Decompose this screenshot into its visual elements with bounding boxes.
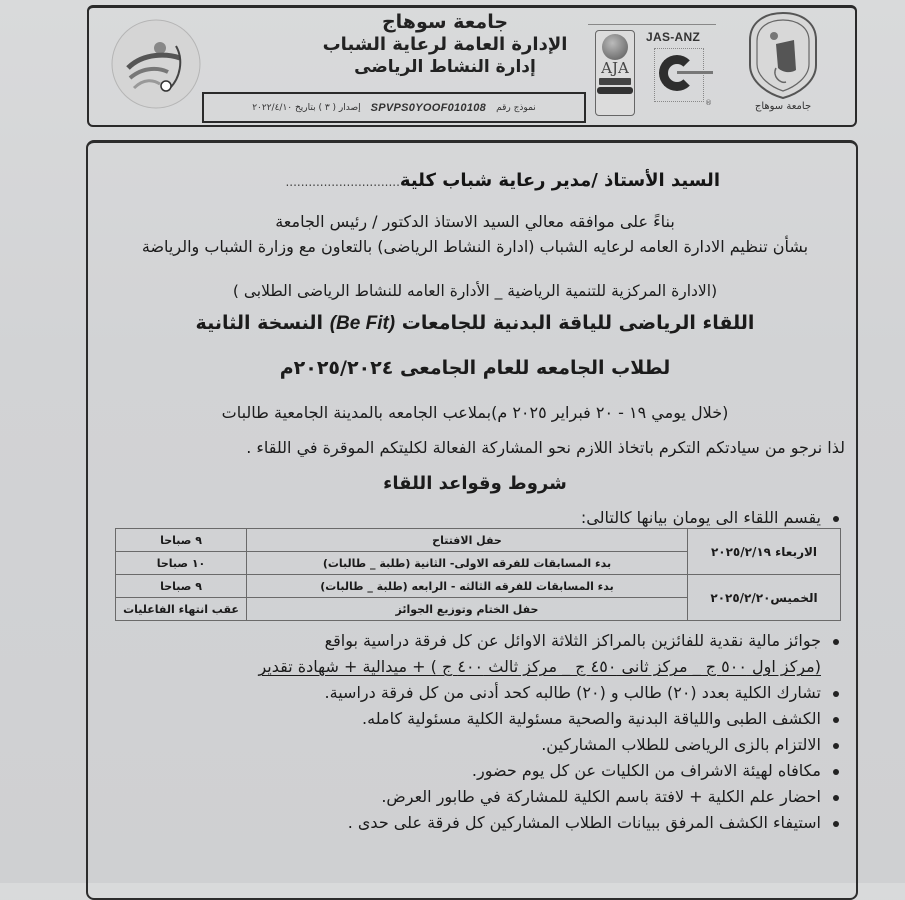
day-cell: الاربعاء ٢٠٢٥/٢/١٩ <box>688 529 841 575</box>
registered-mark: ® <box>705 99 712 107</box>
intro-line-3: (الادارة المركزية للتنمية الرياضية _ الأدارة العامه للنشاط الرياضى الطلابى ) <box>232 282 718 300</box>
rules-heading: شروط وقواعد اللقاء <box>383 473 567 494</box>
university-crest-icon <box>746 10 820 100</box>
header-titles <box>300 10 590 78</box>
aja-registrars-bar <box>599 78 631 85</box>
rule-text: الالتزام بالزى الرياضى للطلاب المشاركين. <box>541 735 821 754</box>
list-item <box>258 706 843 732</box>
day-cell: الخميس٢٠٢٥/٢/٢٠ <box>688 575 841 621</box>
list-item <box>258 732 843 758</box>
time-cell: ٩ صباحا <box>116 575 247 598</box>
bullet-icon <box>833 743 839 749</box>
prize-details: (مركز اول ٥٠٠ ج _ مركز ثانى ٤٥٠ ج _ مركز ثالث ٤٠٠ ج ) + ميدالية + شهادة تقدير <box>258 657 821 676</box>
globe-icon <box>602 34 628 60</box>
event-cell: حفل الافتتاح <box>247 529 688 552</box>
jas-anz-bar <box>677 71 713 74</box>
rule-text: تشارك الكلية بعدد (٢٠) طالب و (٢٠) طالبه كحد أدنى من كل فرقة دراسية. <box>324 683 821 702</box>
intro-line-2: بشأن تنظيم الادارة العامه لرعايه الشباب (ادارة النشاط الرياضى) بالتعاون مع وزارة الشباب والرياضة <box>141 237 809 256</box>
rule-text: الكشف الطبى واللياقة البدنية والصحية مسئولية الكلية مسئولية كامله. <box>362 709 821 728</box>
sports-activity-logo-icon <box>110 12 202 117</box>
emblem-caption: جامعة سوهاج <box>754 101 812 112</box>
cert-divider <box>588 24 716 25</box>
list-item <box>258 758 843 784</box>
event-cell: حفل الختام وتوزيع الجوائز <box>247 598 688 621</box>
list-item <box>258 680 843 706</box>
rules-list <box>258 628 843 836</box>
aja-label: AJA <box>601 59 629 77</box>
list-item <box>258 628 843 680</box>
salutation-dots: .............................. <box>285 175 400 189</box>
event-title-line-1 <box>95 312 855 335</box>
bullet-icon <box>833 769 839 775</box>
jas-anz-label: JAS-ANZ <box>646 30 701 44</box>
list-item <box>258 784 843 810</box>
form-number-label: نموذج رقم <box>496 102 536 113</box>
list-item <box>258 810 843 836</box>
event-title-line-2: لطلاب الجامعه للعام الجامعى ٢٠٢٥/٢٠٢٤م <box>279 357 671 379</box>
schedule-intro: يقسم اللقاء الى يومان بيانها كالتالى: <box>580 508 821 527</box>
bullet-icon <box>833 516 839 522</box>
event-cell: بدء المسابقات للفرقه الاولى- الثانية (طلبة _ طالبات) <box>247 552 688 575</box>
bullet-icon <box>833 639 839 645</box>
aja-certification-logo <box>595 30 635 116</box>
schedule-table <box>115 528 841 621</box>
event-title-part-b: النسخة الثانية <box>195 312 324 334</box>
participation-request: لذا نرجو من سيادتكم التكرم باتخاذ اللازم نحو المشاركة الفعالة لكليتكم الموقرة في اللقاء . <box>246 438 845 457</box>
bullet-icon <box>833 691 839 697</box>
event-title-part-a: اللقاء الرياضى للياقة البدنية للجامعات <box>401 312 755 334</box>
salutation-text: السيد الأستاذ /مدير رعاية شباب كلية <box>399 170 720 191</box>
aja-iso-bar <box>597 87 633 94</box>
salutation <box>260 170 720 191</box>
form-info-box <box>202 92 586 123</box>
time-cell: عقب انتهاء الفاعليات <box>116 598 247 621</box>
time-cell: ١٠ صباحا <box>116 552 247 575</box>
intro-line-1: بناءً على موافقه معالي السيد الاستاذ الدكتور / رئيس الجامعة <box>275 212 675 231</box>
bullet-icon <box>833 821 839 827</box>
department-name: إدارة النشاط الرياضى <box>354 57 536 77</box>
time-cell: ٩ صباحا <box>116 529 247 552</box>
sohag-university-emblem <box>742 10 824 118</box>
table-row <box>116 529 841 552</box>
form-code: SPVPS0YOOF010108 <box>370 101 487 114</box>
event-period: (خلال يومي ١٩ - ٢٠ فبراير ٢٠٢٥ م)بملاعب الجامعه بالمدينة الجامعية طالبات <box>221 403 729 422</box>
youth-welfare-logo <box>110 12 202 117</box>
university-name: جامعة سوهاج <box>381 11 509 33</box>
general-administration-name: الإدارة العامة لرعاية الشباب <box>322 34 568 55</box>
form-issue-date: إصدار ( ٣ ) بتاريخ ٢٠٢٢/٤/١٠ <box>252 102 361 113</box>
rule-text: مكافاه لهيئة الاشراف من الكليات عن كل يوم حضور. <box>471 761 821 780</box>
rule-text: استيفاء الكشف المرفق ببيانات الطلاب المشاركين كل فرقة على حدى . <box>347 813 821 832</box>
rule-text: جوائز مالية نقدية للفائزين بالمراكز الثلاثة الاوائل عن كل فرقة دراسية بواقع <box>324 631 821 650</box>
event-title-english: (Be Fit) <box>329 313 396 334</box>
table-row <box>116 575 841 598</box>
bullet-icon <box>833 795 839 801</box>
bullet-icon <box>833 717 839 723</box>
event-cell: بدء المسابقات للفرقه الثالثه - الرابعه (طلبة _ طالبات) <box>247 575 688 598</box>
rule-text: احضار علم الكلية + لافتة باسم الكلية للمشاركة في طابور العرض. <box>381 787 821 806</box>
